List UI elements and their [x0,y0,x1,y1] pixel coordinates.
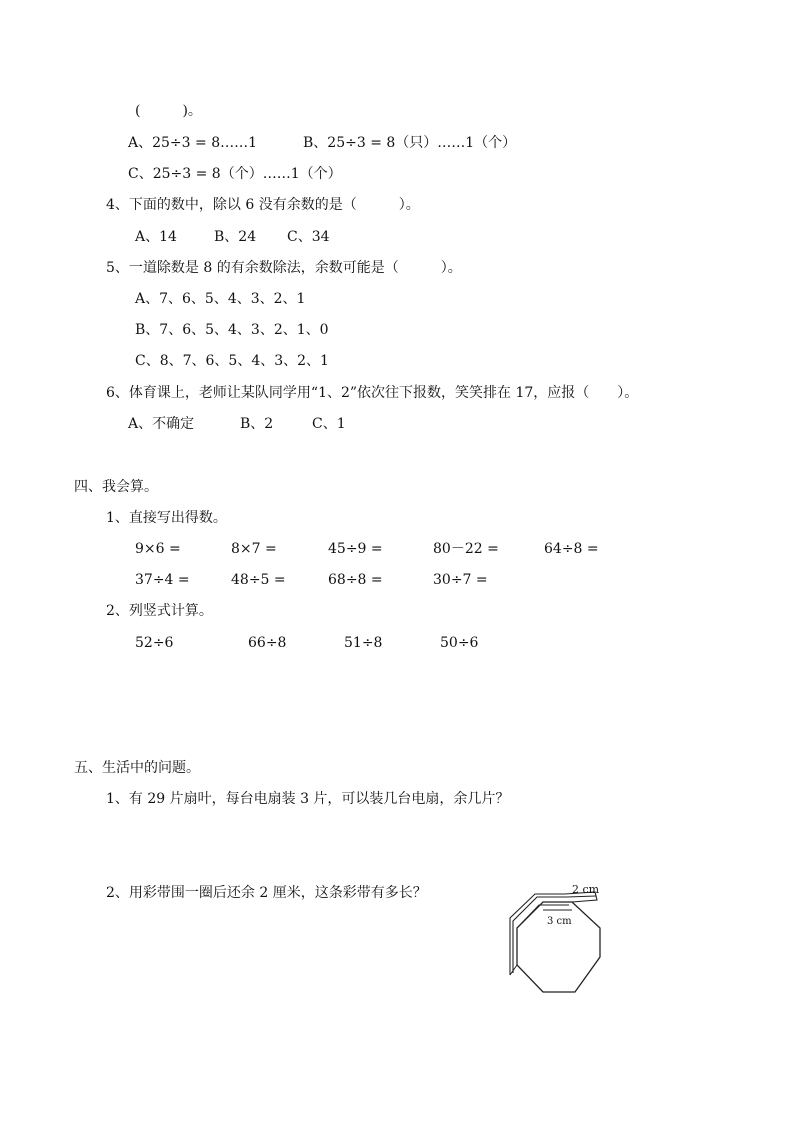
q3-option-b: B、25÷3 = 8（只）……1（个） [303,135,517,151]
label-3cm: 3 cm [547,916,572,927]
section5-q2: 2、用彩带围一圈后还余 2 厘米，这条彩带有多长？ [106,885,427,901]
vertical-calc-item: 50÷6 [440,635,479,651]
section4-part1-title: 1、直接写出得数。 [106,510,227,526]
q4-option-a: A、14 [135,229,177,245]
vertical-calc-item: 52÷6 [135,635,174,651]
q5-option-a: A、7、6、5、4、3、2、1 [135,291,306,307]
calc-item: 37÷4 = [135,572,190,588]
calc-item: 80－22 = [433,541,499,557]
q6-text: 6、体育课上，老师让某队同学用“1、2”依次往下报数，笑笑排在 17，应报（ ）。 [106,385,639,401]
calc-item: 9×6 = [135,541,181,557]
calc-item: 45÷9 = [328,541,383,557]
vertical-calc-item: 51÷8 [344,635,383,651]
calc-item: 68÷8 = [328,572,383,588]
q5-option-b: B、7、6、5、4、3、2、1、0 [135,322,329,338]
section4-title: 四、我会算。 [74,479,158,495]
q4-option-c: C、34 [287,229,330,245]
q6-option-c: C、1 [312,416,346,432]
q3-option-a: A、25÷3 = 8……1 [128,135,258,151]
ribbon-band [513,897,567,973]
section5-q1: 1、有 29 片扇叶，每台电扇装 3 片，可以装几台电扇，余几片？ [106,791,510,807]
q5-text: 5、一道除数是 8 的有余数除法，余数可能是（ ）。 [106,260,462,276]
q3-option-c: C、25÷3 = 8（个）……1（个） [128,166,342,182]
calc-item: 48÷5 = [231,572,286,588]
q6-option-a: A、不确定 [128,416,195,432]
q5-option-c: C、8、7、6、5、4、3、2、1 [135,353,329,369]
label-2cm: 2 cm [572,883,600,896]
q4-option-b: B、24 [214,229,257,245]
vertical-calc-item: 66÷8 [248,635,287,651]
q4-text: 4、下面的数中，除以 6 没有余数的是（ ）。 [106,197,420,213]
calc-item: 64÷8 = [544,541,599,557]
section4-part2-title: 2、列竖式计算。 [106,603,213,619]
octagon-ribbon-figure [495,880,615,1000]
calc-item: 8×7 = [231,541,277,557]
q6-option-b: B、2 [240,416,274,432]
q3-answer-paren: ( )。 [135,103,202,119]
ribbon-tail [567,896,596,897]
section5-title: 五、生活中的问题。 [74,760,200,776]
calc-item: 30÷7 = [433,572,488,588]
